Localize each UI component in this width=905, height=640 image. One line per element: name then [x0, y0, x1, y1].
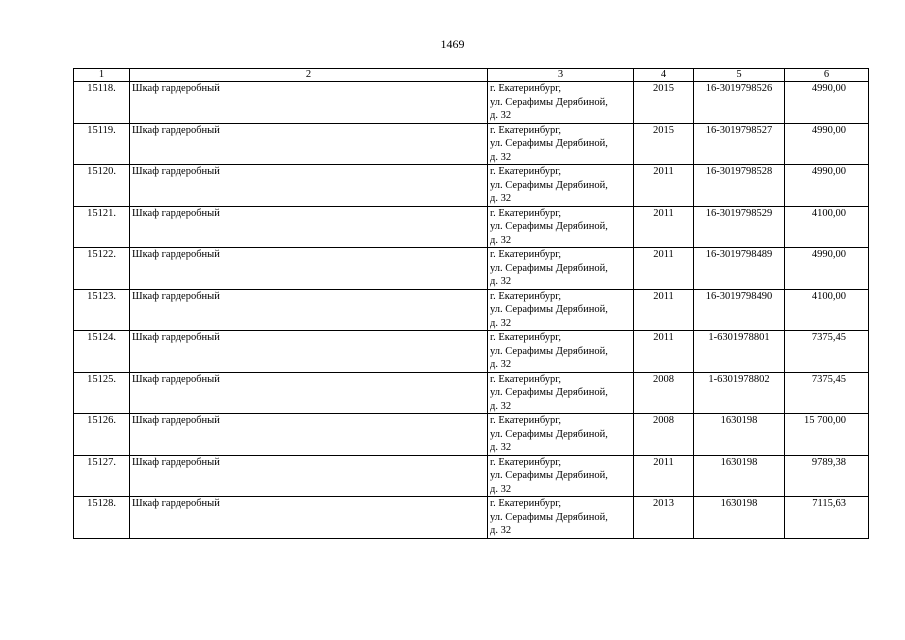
address-line: ул. Серафимы Дерябиной,: [490, 304, 608, 315]
row-number: 15121.: [74, 206, 130, 248]
column-header: 1: [74, 69, 130, 82]
item-name: Шкаф гардеробный: [130, 165, 488, 207]
address-line: д. 32: [490, 483, 512, 495]
inventory-number: 16-3019798526: [694, 82, 785, 124]
item-address: [488, 414, 634, 456]
row-number: 15122.: [74, 248, 130, 290]
item-year: 2011: [634, 289, 694, 331]
column-number-row: [74, 69, 869, 82]
column-header: 2: [130, 69, 488, 82]
item-address: [488, 248, 634, 290]
address-line: г. Екатеринбург,: [490, 373, 562, 385]
address-line: г. Екатеринбург,: [490, 290, 562, 302]
item-name: Шкаф гардеробный: [130, 248, 488, 290]
address-line: д. 32: [490, 442, 512, 453]
address-line: г. Екатеринбург,: [490, 498, 562, 509]
item-name: Шкаф гардеробный: [130, 331, 488, 373]
item-name: Шкаф гардеробный: [130, 123, 488, 165]
table-body: [74, 82, 869, 539]
item-value: 7115,63: [785, 497, 869, 539]
address-line: ул. Серафимы Дерябиной,: [490, 428, 608, 440]
address-line: ул. Серафимы Дерябиной,: [490, 179, 608, 191]
table-row: [74, 331, 869, 373]
table-row: [74, 123, 869, 165]
table-row: [74, 165, 869, 207]
column-header: 3: [488, 69, 634, 82]
table-row: [74, 206, 869, 248]
column-header: 4: [634, 69, 694, 82]
inventory-number: 16-3019798527: [694, 123, 785, 165]
address-line: г. Екатеринбург,: [490, 83, 562, 94]
table-row: [74, 497, 869, 539]
column-header: 5: [694, 69, 785, 82]
item-address: [488, 497, 634, 539]
row-number: 15120.: [74, 165, 130, 207]
item-year: 2015: [634, 82, 694, 124]
item-value: 7375,45: [785, 331, 869, 373]
inventory-number: 16-3019798489: [694, 248, 785, 290]
address-line: г. Екатеринбург,: [490, 415, 562, 426]
item-value: 4100,00: [785, 206, 869, 248]
item-year: 2013: [634, 497, 694, 539]
item-address: [488, 331, 634, 373]
item-year: 2011: [634, 455, 694, 497]
item-year: 2011: [634, 248, 694, 290]
item-value: 4990,00: [785, 165, 869, 207]
address-line: ул. Серафимы Дерябиной,: [490, 96, 608, 108]
address-line: д. 32: [490, 110, 512, 121]
inventory-number: 1630198: [694, 497, 785, 539]
table-row: [74, 248, 869, 290]
table-row: [74, 82, 869, 124]
address-line: ул. Серафимы Дерябиной,: [490, 221, 608, 232]
inventory-number: 1630198: [694, 455, 785, 497]
inventory-number: 1-6301978802: [694, 372, 785, 414]
item-address: [488, 82, 634, 124]
address-line: ул. Серафимы Дерябиной,: [490, 470, 608, 481]
item-value: 7375,45: [785, 372, 869, 414]
row-number: 15123.: [74, 289, 130, 331]
item-address: [488, 455, 634, 497]
address-line: г. Екатеринбург,: [490, 456, 562, 468]
table-row: [74, 414, 869, 456]
item-address: [488, 165, 634, 207]
address-line: д. 32: [490, 151, 512, 163]
item-address: [488, 289, 634, 331]
address-line: г. Екатеринбург,: [490, 207, 562, 219]
row-number: 15125.: [74, 372, 130, 414]
column-header: 6: [785, 69, 869, 82]
inventory-number: 1-6301978801: [694, 331, 785, 373]
row-number: 15119.: [74, 123, 130, 165]
item-address: [488, 206, 634, 248]
inventory-number: 1630198: [694, 414, 785, 456]
address-line: г. Екатеринбург,: [490, 249, 562, 260]
address-line: ул. Серафимы Дерябиной,: [490, 262, 608, 274]
table-row: [74, 289, 869, 331]
row-number: 15124.: [74, 331, 130, 373]
address-line: г. Екатеринбург,: [490, 124, 562, 136]
address-line: ул. Серафимы Дерябиной,: [490, 138, 608, 149]
address-line: д. 32: [490, 193, 512, 204]
item-value: 9789,38: [785, 455, 869, 497]
address-line: д. 32: [490, 400, 512, 412]
inventory-number: 16-3019798528: [694, 165, 785, 207]
address-line: г. Екатеринбург,: [490, 166, 562, 177]
row-number: 15128.: [74, 497, 130, 539]
item-value: 4100,00: [785, 289, 869, 331]
item-value: 4990,00: [785, 123, 869, 165]
item-year: 2011: [634, 331, 694, 373]
address-line: ул. Серафимы Дерябиной,: [490, 345, 608, 357]
item-year: 2011: [634, 165, 694, 207]
inventory-number: 16-3019798490: [694, 289, 785, 331]
item-value: 4990,00: [785, 248, 869, 290]
item-year: 2011: [634, 206, 694, 248]
address-line: д. 32: [490, 276, 512, 287]
item-value: 15 700,00: [785, 414, 869, 456]
item-value: 4990,00: [785, 82, 869, 124]
item-name: Шкаф гардеробный: [130, 372, 488, 414]
item-name: Шкаф гардеробный: [130, 206, 488, 248]
address-line: д. 32: [490, 234, 512, 246]
item-year: 2008: [634, 414, 694, 456]
table-row: [74, 455, 869, 497]
item-address: [488, 123, 634, 165]
address-line: д. 32: [490, 317, 512, 329]
item-year: 2008: [634, 372, 694, 414]
address-line: ул. Серафимы Дерябиной,: [490, 387, 608, 398]
item-address: [488, 372, 634, 414]
address-line: д. 32: [490, 525, 512, 536]
item-year: 2015: [634, 123, 694, 165]
property-table: [73, 68, 869, 539]
item-name: Шкаф гардеробный: [130, 414, 488, 456]
row-number: 15126.: [74, 414, 130, 456]
item-name: Шкаф гардеробный: [130, 289, 488, 331]
item-name: Шкаф гардеробный: [130, 82, 488, 124]
item-name: Шкаф гардеробный: [130, 497, 488, 539]
page-number: 1469: [440, 37, 465, 51]
inventory-number: 16-3019798529: [694, 206, 785, 248]
address-line: г. Екатеринбург,: [490, 332, 562, 343]
address-line: д. 32: [490, 359, 512, 370]
address-line: ул. Серафимы Дерябиной,: [490, 511, 608, 523]
row-number: 15118.: [74, 82, 130, 124]
item-name: Шкаф гардеробный: [130, 455, 488, 497]
table-row: [74, 372, 869, 414]
row-number: 15127.: [74, 455, 130, 497]
